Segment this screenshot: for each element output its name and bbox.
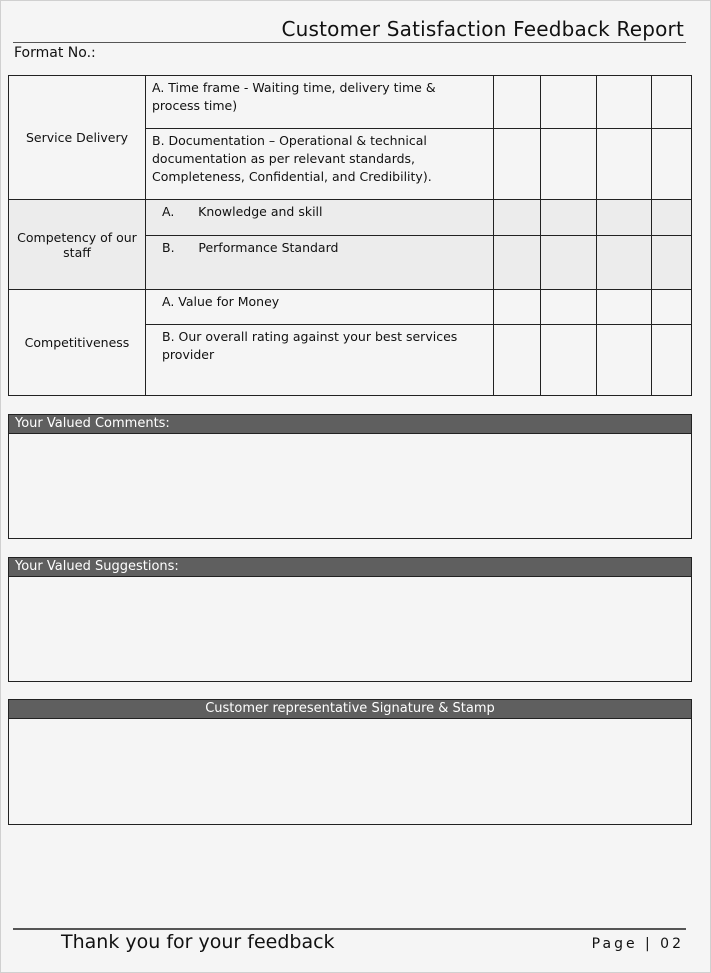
rating-cell[interactable] — [494, 236, 541, 290]
rating-cell[interactable] — [494, 200, 541, 236]
table-row — [9, 76, 692, 129]
criteria-item: A. Time frame - Waiting time, delivery time & process time) — [146, 76, 494, 129]
rating-cell[interactable] — [494, 76, 541, 129]
thanks-message: Thank you for your feedback — [61, 931, 335, 953]
group-label: Competency of our staff — [9, 200, 146, 290]
rating-cell[interactable] — [541, 129, 597, 200]
rating-cell[interactable] — [541, 290, 597, 325]
rating-cell[interactable] — [652, 236, 692, 290]
rating-cell[interactable] — [652, 200, 692, 236]
rating-cell[interactable] — [597, 325, 652, 396]
criteria-item: A. Knowledge and skill — [146, 200, 494, 236]
suggestions-header: Your Valued Suggestions: — [9, 558, 691, 577]
suggestions-section — [8, 557, 692, 682]
signature-section — [8, 699, 692, 825]
rating-cell[interactable] — [597, 200, 652, 236]
criteria-item: B. Documentation – Operational & technical documentation as per relevant standards, Completeness, Confidential, and Credibility). — [146, 129, 494, 200]
table-row — [9, 200, 692, 236]
comments-area[interactable] — [9, 434, 691, 538]
rating-cell[interactable] — [541, 200, 597, 236]
rating-cell[interactable] — [597, 236, 652, 290]
group-label: Service Delivery — [9, 76, 146, 200]
criteria-item: B. Performance Standard — [146, 236, 494, 290]
rating-cell[interactable] — [652, 290, 692, 325]
signature-header: Customer representative Signature & Stamp — [9, 700, 691, 719]
rating-table — [8, 75, 692, 396]
table-row — [9, 290, 692, 325]
rating-cell[interactable] — [494, 129, 541, 200]
signature-area[interactable] — [9, 719, 691, 824]
rating-cell[interactable] — [652, 76, 692, 129]
rating-cell[interactable] — [597, 76, 652, 129]
rating-cell[interactable] — [652, 325, 692, 396]
criteria-item: A. Value for Money — [146, 290, 494, 325]
rating-cell[interactable] — [541, 76, 597, 129]
rating-cell[interactable] — [494, 290, 541, 325]
criteria-item: B. Our overall rating against your best services provider — [146, 325, 494, 396]
footer-divider — [13, 928, 686, 930]
header-divider — [13, 42, 686, 43]
rating-cell[interactable] — [597, 129, 652, 200]
page-number: Page | 02 — [591, 936, 684, 952]
format-number-label: Format No.: — [14, 45, 96, 61]
comments-section — [8, 414, 692, 539]
group-label: Competitiveness — [9, 290, 146, 396]
rating-cell[interactable] — [541, 325, 597, 396]
comments-header: Your Valued Comments: — [9, 415, 691, 434]
rating-cell[interactable] — [652, 129, 692, 200]
report-title: Customer Satisfaction Feedback Report — [281, 17, 684, 41]
rating-cell[interactable] — [541, 236, 597, 290]
suggestions-area[interactable] — [9, 577, 691, 681]
rating-cell[interactable] — [494, 325, 541, 396]
rating-cell[interactable] — [597, 290, 652, 325]
